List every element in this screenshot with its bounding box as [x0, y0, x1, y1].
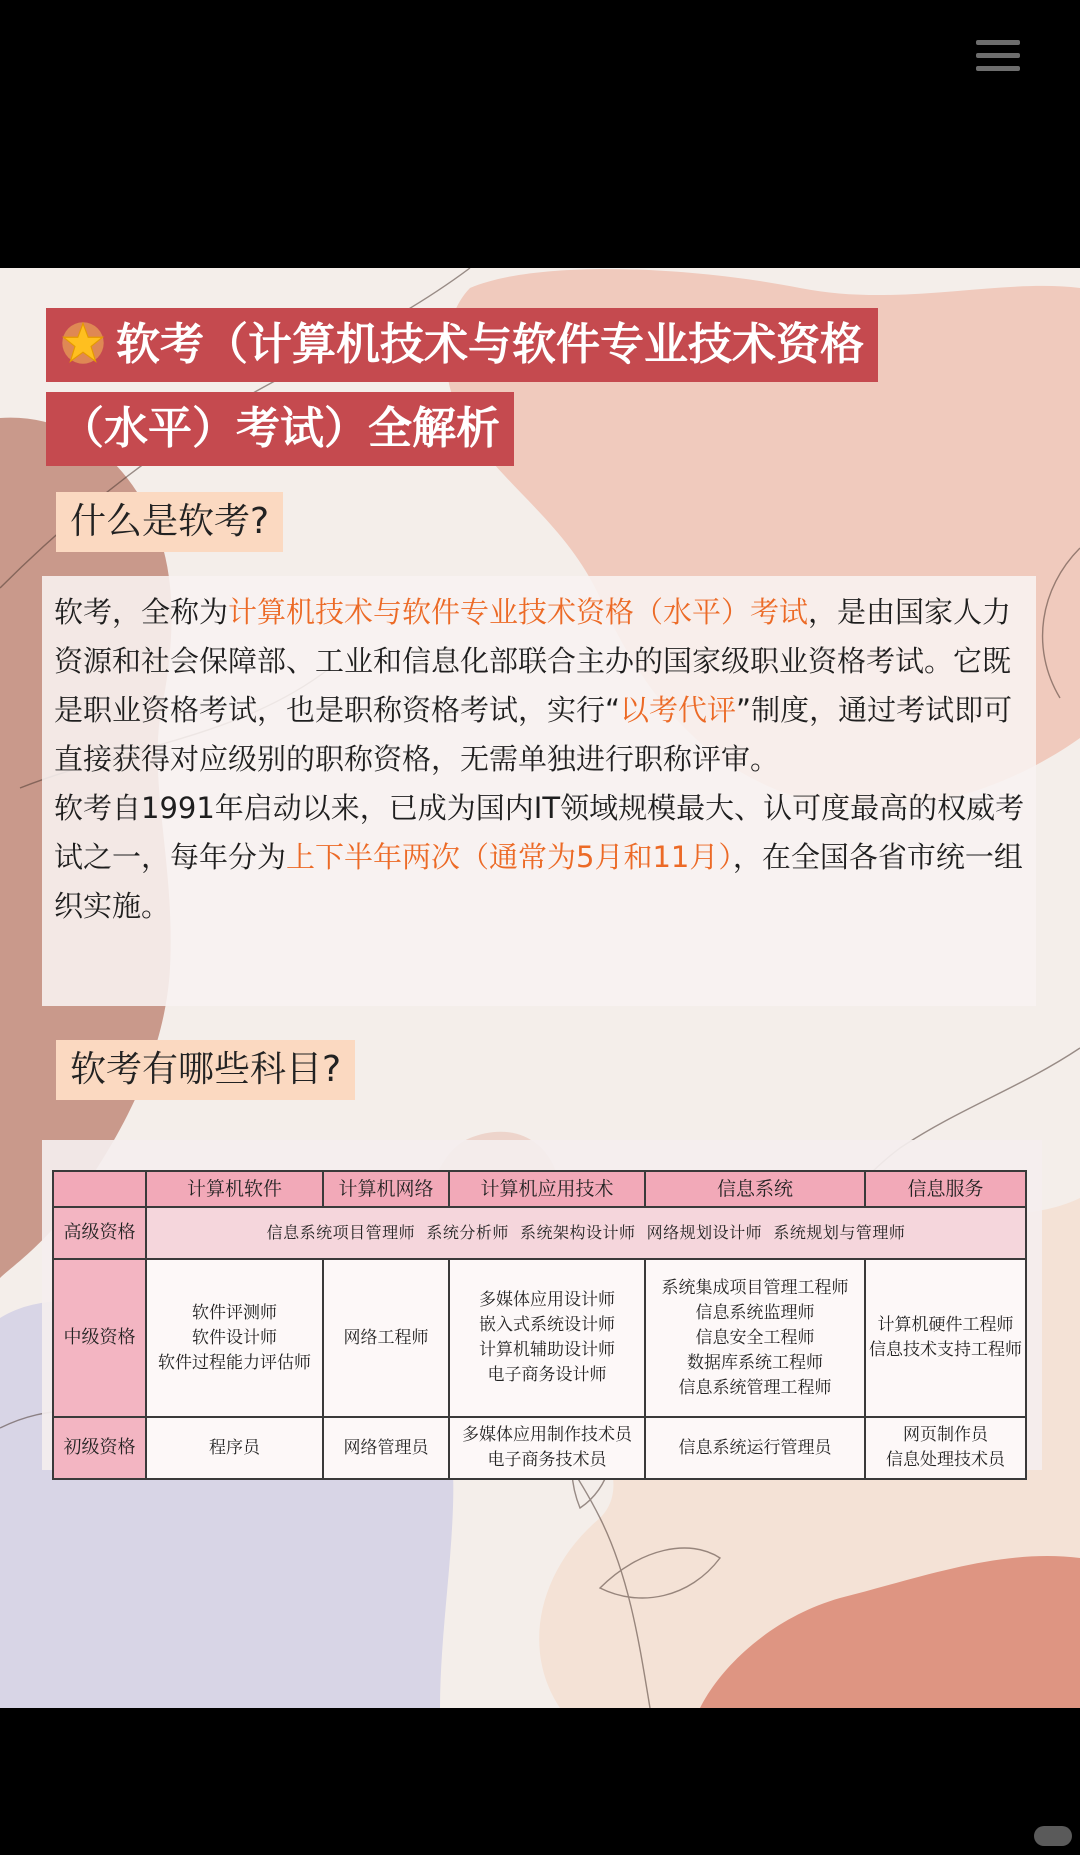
senior-merged-cell: 信息系统项目管理师 系统分析师 系统架构设计师 网络规划设计师 系统规划与管理师 — [146, 1207, 1026, 1259]
junior-infoservice-cell — [865, 1417, 1026, 1479]
subjects-table — [52, 1170, 1027, 1480]
intro-paragraph-1 — [54, 588, 1026, 784]
section-heading-subjects-text: 软考有哪些科目? — [70, 1049, 342, 1090]
section-heading-subjects — [56, 1040, 355, 1100]
p2-highlight-1: 上下半年两次（通常为5月和11月） — [286, 840, 733, 874]
intermediate-application-cell — [449, 1259, 645, 1417]
p1-highlight-2: 以考代评 — [620, 693, 737, 727]
p1-text-2: ，是由国家人力资源和社会保障部、工业和信息化部联合主办的国家级职业资格考试。它既是职业资格考试，也是职称资格考试，实行“ — [54, 595, 1012, 727]
menu-icon[interactable] — [976, 40, 1020, 80]
list-item: 多媒体应用设计师 — [479, 1290, 615, 1310]
table-row-junior — [53, 1417, 1026, 1479]
column-header: 计算机网络 — [323, 1171, 449, 1207]
list-item: 嵌入式系统设计师 — [479, 1315, 615, 1335]
p2-text-2: ，在全国各省市统一组织实施。 — [54, 840, 1023, 923]
intro-paragraph-2 — [54, 784, 1026, 931]
title-line-2-text: （水平）考试）全解析 — [60, 403, 500, 454]
junior-application-cell — [449, 1417, 645, 1479]
junior-infosys-cell — [645, 1417, 865, 1479]
table-corner-cell — [53, 1171, 146, 1207]
row-label-intermediate: 中级资格 — [53, 1259, 146, 1417]
p1-text-3: ”制度，通过考试即可直接获得对应级别的职称资格，无需单独进行职称评审。 — [54, 693, 1013, 776]
intermediate-software-cell — [146, 1259, 323, 1417]
list-item: 网络工程师 — [343, 1327, 429, 1348]
list-item: 计算机辅助设计师 — [479, 1340, 615, 1360]
list-item: 软件评测师 — [192, 1302, 277, 1323]
junior-software-cell — [146, 1417, 323, 1479]
list-item: 信息处理技术员 — [886, 1450, 1005, 1470]
column-header: 信息系统 — [645, 1171, 865, 1207]
table-header-row — [53, 1171, 1026, 1207]
list-item: 网络管理员 — [343, 1437, 429, 1458]
title-line-1-text: 软考（计算机技术与软件专业技术资格 — [116, 319, 864, 370]
intermediate-network-cell — [323, 1259, 449, 1417]
list-item: 信息系统管理工程师 — [678, 1377, 832, 1398]
list-item: 信息系统监理师 — [695, 1302, 815, 1323]
table-row-intermediate — [53, 1259, 1026, 1417]
section-heading-what — [56, 492, 283, 552]
title-line-2 — [46, 392, 514, 466]
intermediate-infosys-cell — [645, 1259, 865, 1417]
title-line-1 — [46, 308, 878, 382]
row-label-senior: 高级资格 — [53, 1207, 146, 1259]
list-item: 数据库系统工程师 — [687, 1352, 823, 1373]
intro-text-box — [42, 576, 1036, 1006]
row-label-junior: 初级资格 — [53, 1417, 146, 1479]
table-row-senior — [53, 1207, 1026, 1259]
bottom-badge[interactable] — [1034, 1826, 1072, 1846]
list-item: 信息系统运行管理员 — [678, 1437, 832, 1458]
list-item: 系统集成项目管理工程师 — [661, 1277, 849, 1298]
list-item: 软件过程能力评估师 — [158, 1352, 311, 1373]
list-item: 电子商务技术员 — [487, 1450, 607, 1470]
list-item: 电子商务设计师 — [487, 1365, 607, 1385]
p2-text-1: 软考自1991年启动以来，已成为国内IT领域规模最大、认可度最高的权威考试之一，每年分为 — [54, 791, 1025, 874]
subjects-table-wrap — [42, 1140, 1042, 1470]
list-item: 多媒体应用制作技术员 — [462, 1425, 632, 1445]
p1-text-1: 软考，全称为 — [54, 595, 229, 629]
list-item: 网页制作员 — [903, 1425, 988, 1445]
junior-network-cell — [323, 1417, 449, 1479]
column-header: 计算机软件 — [146, 1171, 323, 1207]
list-item: 信息技术支持工程师 — [869, 1340, 1022, 1360]
poster — [0, 268, 1080, 1708]
list-item: 计算机硬件工程师 — [877, 1315, 1014, 1335]
list-item: 程序员 — [209, 1437, 260, 1458]
column-header: 信息服务 — [865, 1171, 1026, 1207]
section-heading-what-text: 什么是软考? — [70, 501, 270, 542]
intermediate-infoservice-cell — [865, 1259, 1026, 1417]
list-item: 软件设计师 — [192, 1327, 277, 1348]
glowing-star-icon — [60, 320, 106, 366]
p1-highlight-1: 计算机技术与软件专业技术资格（水平）考试 — [228, 595, 809, 629]
column-header: 计算机应用技术 — [449, 1171, 645, 1207]
list-item: 信息安全工程师 — [695, 1327, 815, 1348]
